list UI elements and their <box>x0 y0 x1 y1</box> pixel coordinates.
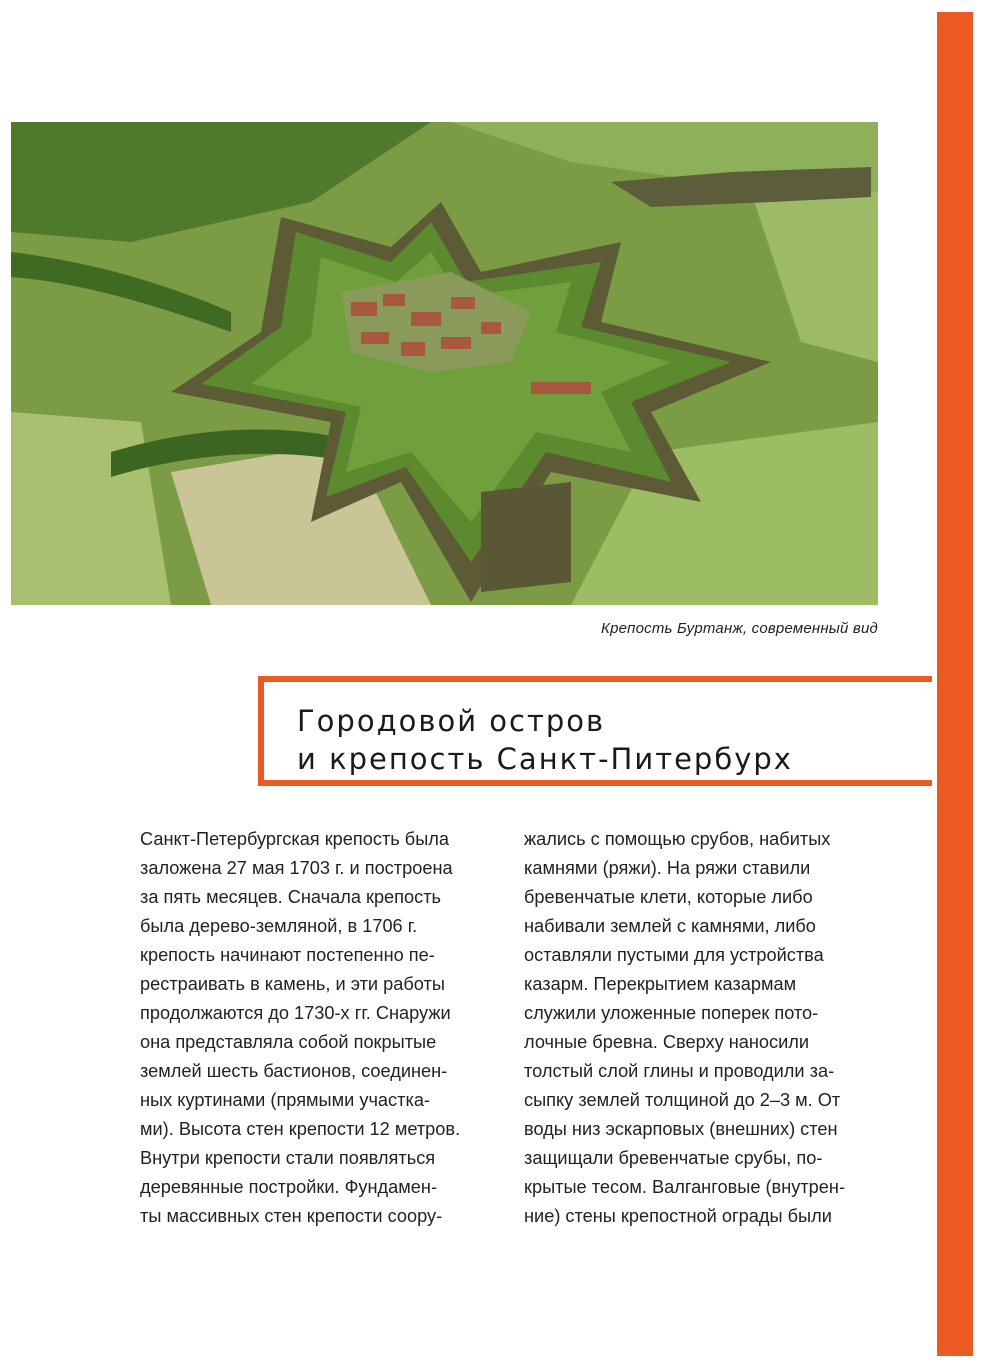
text-line: казарм. Перекрытием казармам <box>524 974 797 994</box>
section-heading <box>297 702 793 778</box>
text-line: оставляли пустыми для устройства <box>524 945 824 965</box>
text-line: воды низ эскарповых (внешних) стен <box>524 1119 838 1139</box>
text-line: ты массивных стен крепости соору- <box>140 1206 443 1226</box>
text-line: ние) стены крепостной ограды были <box>524 1206 832 1226</box>
text-line: рестраивать в камень, и эти работы <box>140 974 445 994</box>
text-line: за пять месяцев. Сначала крепость <box>140 887 442 907</box>
body-column-right <box>524 825 884 1231</box>
heading-line-1: Городовой остров <box>297 704 606 738</box>
fortress-aerial-photo <box>11 122 878 605</box>
text-line: Санкт-Петербургская крепость была <box>140 829 450 849</box>
orange-side-bar <box>937 12 973 1356</box>
text-line: служили уложенные поперек пото- <box>524 1003 819 1023</box>
text-line: ми). Высота стен крепости 12 метров. <box>140 1119 461 1139</box>
text-line: ных куртинами (прямыми участка- <box>140 1090 430 1110</box>
text-line: лочные бревна. Сверху наносили <box>524 1032 810 1052</box>
text-line: заложена 27 мая 1703 г. и построена <box>140 858 453 878</box>
text-line: толстый слой глины и проводили за- <box>524 1061 835 1081</box>
text-line: бревенчатые клети, которые либо <box>524 887 813 907</box>
text-line: была дерево-земляной, в 1706 г. <box>140 916 418 936</box>
text-line: землей шесть бастионов, соединен- <box>140 1061 448 1081</box>
text-line: жались с помощью срубов, набитых <box>524 829 831 849</box>
text-line: деревянные постройки. Фундамен- <box>140 1177 438 1197</box>
text-line: она представляла собой покрытые <box>140 1032 437 1052</box>
body-column-left <box>140 825 500 1231</box>
text-line: защищали бревенчатые срубы, по- <box>524 1148 823 1168</box>
text-line: сыпку землей толщиной до 2–3 м. От <box>524 1090 841 1110</box>
text-line: крепость начинают постепенно пе- <box>140 945 435 965</box>
text-line: Внутри крепости стали появляться <box>140 1148 436 1168</box>
photo-caption: Крепость Буртанж, современный вид <box>601 620 878 637</box>
heading-line-2: и крепость Санкт-Питербурх <box>297 742 793 776</box>
text-line: продолжаются до 1730-х гг. Снаружи <box>140 1003 451 1023</box>
text-line: крытые тесом. Валганговые (внутрен- <box>524 1177 845 1197</box>
text-line: камнями (ряжи). На ряжи ставили <box>524 858 811 878</box>
section-heading-box <box>258 676 932 786</box>
text-line: набивали землей с камнями, либо <box>524 916 816 936</box>
